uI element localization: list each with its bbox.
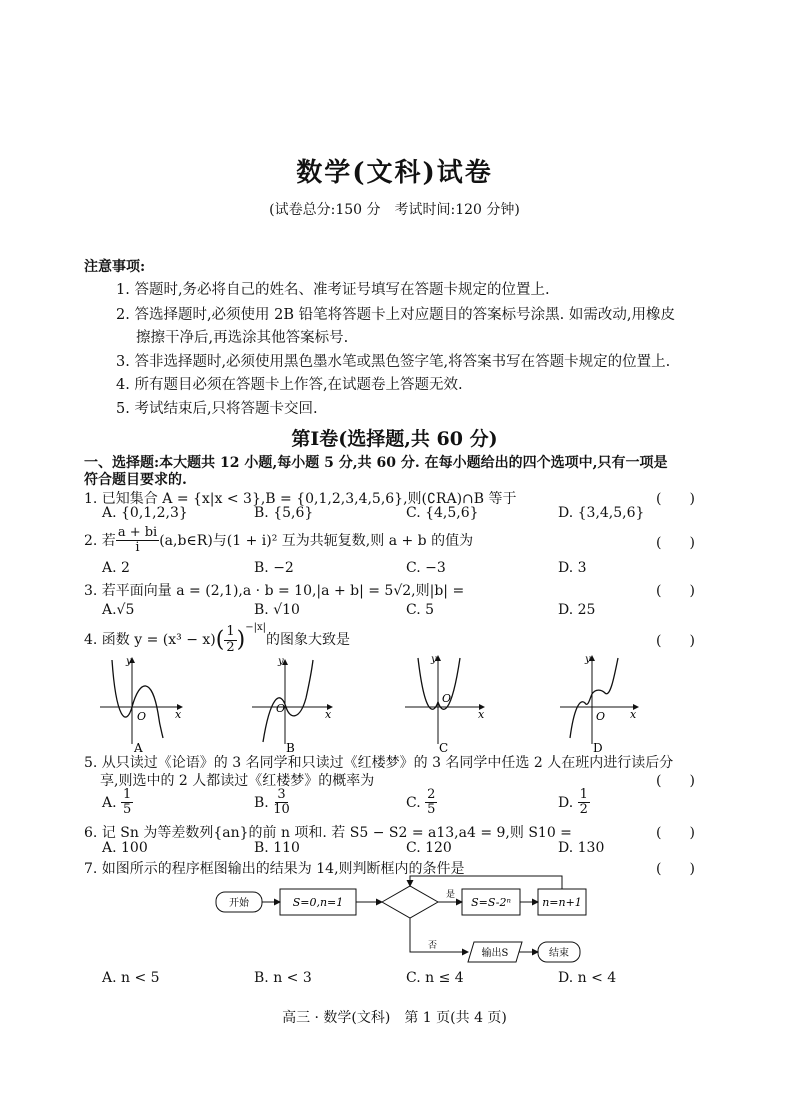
question-7-stem: 7. 如图所示的程序框图输出的结果为 14,则判断框内的条件是: [84, 861, 465, 877]
q5-option-b: B. $\frac{3}{10}$: [254, 787, 290, 818]
notice-heading: 注意事项:: [84, 259, 146, 275]
part-intro-line-1: 一、选择题:本大题共 12 小题,每小题 5 分,共 60 分. 在每小题给出的四个选项中,只有一项是: [84, 455, 668, 471]
q6-option-a: A. 100: [102, 840, 148, 856]
notice-item-2: 2. 答选择题时,必须使用 2B 铅笔将答题卡上对应题目的答案标号涂黑. 如需改动,用橡皮: [116, 307, 675, 323]
graph-b-origin: O: [276, 702, 286, 715]
q7-option-b: B. n < 3: [254, 970, 312, 986]
flow-no-label: 否: [428, 941, 438, 951]
flow-decision-node: [382, 886, 438, 918]
paper-title: 数学(文科)试卷: [296, 158, 493, 188]
graph-a-origin: O: [137, 710, 147, 723]
q3-option-a: A.√5: [102, 602, 135, 618]
q6-option-c: C. 120: [406, 840, 452, 856]
q4-fraction-denominator: 2: [226, 639, 235, 655]
q2-option-b: B. −2: [254, 560, 294, 576]
question-4-stem: 4. 函数 y = (x³ − x)( $\frac{1}{2}$ )$^{-|x|}$的图象大致是: [84, 622, 350, 655]
answer-paren-6: ( ): [656, 825, 695, 841]
q4-exponent: −|x|: [245, 622, 266, 633]
q2-option-c: C. −3: [406, 560, 446, 576]
q2-fraction: [116, 526, 159, 556]
notice-item-2-continued: 擦擦干净后,再选涂其他答案标号.: [136, 330, 349, 346]
answer-paren-5: ( ): [656, 773, 695, 789]
notice-item-4: 4. 所有题目必须在答题卡上作答,在试题卷上答题无效.: [116, 377, 463, 393]
flow-init-text: S=0,n=1: [292, 896, 344, 909]
question-3-stem: 3. 若平面向量 a = (2,1),a · b = 10,|a + b| = 5√2,则|b| =: [84, 583, 465, 599]
graph-d-y-label: y: [585, 654, 591, 665]
q3-option-c: C. 5: [406, 602, 435, 618]
q2-stem-end: (a,b∈R)与(1 + i)² 互为共轭复数,则 a + b 的值为: [159, 532, 474, 549]
flow-end-text: 结束: [549, 948, 569, 959]
q2-option-d: D. 3: [558, 560, 587, 576]
q7-option-a: A. n < 5: [102, 970, 160, 986]
q2-fraction-denominator: i: [135, 540, 140, 556]
graph-d-label: D: [593, 741, 603, 755]
graph-d-x-label: x: [630, 708, 637, 721]
q2-fraction-numerator: a + bi: [117, 525, 158, 540]
part-intro-line-2: 符合题目要求的.: [84, 472, 187, 488]
question-5-stem-line-1: 5. 从只读过《论语》的 3 名同学和只读过《红楼梦》的 3 名同学中任选 2 人在班内进行读后分: [84, 755, 674, 771]
q1-option-a: A. {0,1,2,3}: [102, 505, 188, 521]
graph-c-label: C: [439, 741, 449, 755]
graph-b: [252, 656, 332, 755]
q2-stem-start: 2. 若: [84, 532, 116, 549]
q5-option-c: C. $\frac{2}{5}$: [406, 787, 436, 818]
graph-a-y-label: y: [126, 656, 132, 667]
flow-assign-n-text: n=n+1: [542, 896, 582, 909]
graph-c-origin: O: [442, 692, 452, 705]
flow-output-text: 输出S: [481, 948, 509, 959]
question-6-stem: 6. 记 Sn 为等差数列{an}的前 n 项和. 若 S5 − S2 = a13,a4 = 9,则 S10 =: [84, 825, 572, 841]
answer-paren-2: ( ): [656, 535, 695, 551]
graph-a-label: A: [134, 741, 143, 755]
q7-option-d: D. n < 4: [558, 970, 617, 986]
answer-paren-4: ( ): [656, 633, 695, 649]
graph-c-x-label: x: [478, 708, 485, 721]
question-1-stem: 1. 已知集合 A = {x|x < 3},B = {0,1,2,3,4,5,6},则(∁RA)∩B 等于: [84, 491, 517, 507]
q5-option-d: D. $\frac{1}{2}$: [558, 787, 588, 818]
answer-paren-1: ( ): [656, 491, 695, 507]
graph-c: [405, 654, 485, 755]
answer-paren-7: ( ): [656, 861, 695, 877]
q3-option-b: B. √10: [254, 602, 300, 618]
flow-assign-sum-text: S=S-2ⁿ: [471, 896, 511, 909]
question-2-stem: [84, 526, 473, 556]
q5-option-a: A. $\frac{1}{5}$: [102, 787, 132, 818]
notice-item-3: 3. 答非选择题时,必须使用黑色墨水笔或黑色签字笔,将答案书写在答题卡规定的位置上.: [116, 354, 671, 370]
graph-b-y-label: y: [278, 656, 284, 667]
q1-option-d: D. {3,4,5,6}: [558, 505, 645, 521]
graph-b-x-label: x: [325, 708, 332, 721]
q4-stem-end: 的图象大致是: [266, 632, 350, 648]
q4-stem-start: 4. 函数 y = (x³ − x): [84, 632, 216, 648]
notice-item-5: 5. 考试结束后,只将答题卡交回.: [116, 401, 318, 417]
q3-option-d: D. 25: [558, 602, 596, 618]
notice-item-1: 1. 答题时,务必将自己的姓名、准考证号填写在答题卡规定的位置上.: [116, 282, 550, 298]
q7-flowchart: [0, 872, 789, 968]
graph-c-y-label: y: [431, 654, 437, 665]
graph-d-origin: O: [596, 710, 606, 723]
q4-fraction-numerator: 1: [226, 624, 235, 640]
answer-paren-3: ( ): [656, 583, 695, 599]
q1-option-c: C. {4,5,6}: [406, 505, 479, 521]
paper-subtitle: (试卷总分:150 分 考试时间:120 分钟): [269, 202, 520, 218]
graph-a-x-label: x: [175, 708, 182, 721]
flow-yes-label: 是: [446, 890, 456, 900]
q6-option-d: D. 130: [558, 840, 605, 856]
question-5-stem-line-2: 享,则选中的 2 人都读过《红楼梦》的概率为: [100, 773, 375, 789]
q7-option-c: C. n ≤ 4: [406, 970, 464, 986]
page-footer: 高三 · 数学(文科) 第 1 页(共 4 页): [282, 1010, 507, 1026]
q1-option-b: B. {5,6}: [254, 505, 314, 521]
graph-a: [100, 656, 182, 755]
flow-start-text: 开始: [229, 898, 249, 909]
q2-option-a: A. 2: [102, 560, 130, 576]
q4-graphs: [0, 648, 789, 758]
q6-option-b: B. 110: [254, 840, 300, 856]
graph-d: [560, 654, 638, 755]
graph-b-label: B: [286, 741, 295, 755]
section-title: 第Ⅰ卷(选择题,共 60 分): [291, 428, 498, 450]
